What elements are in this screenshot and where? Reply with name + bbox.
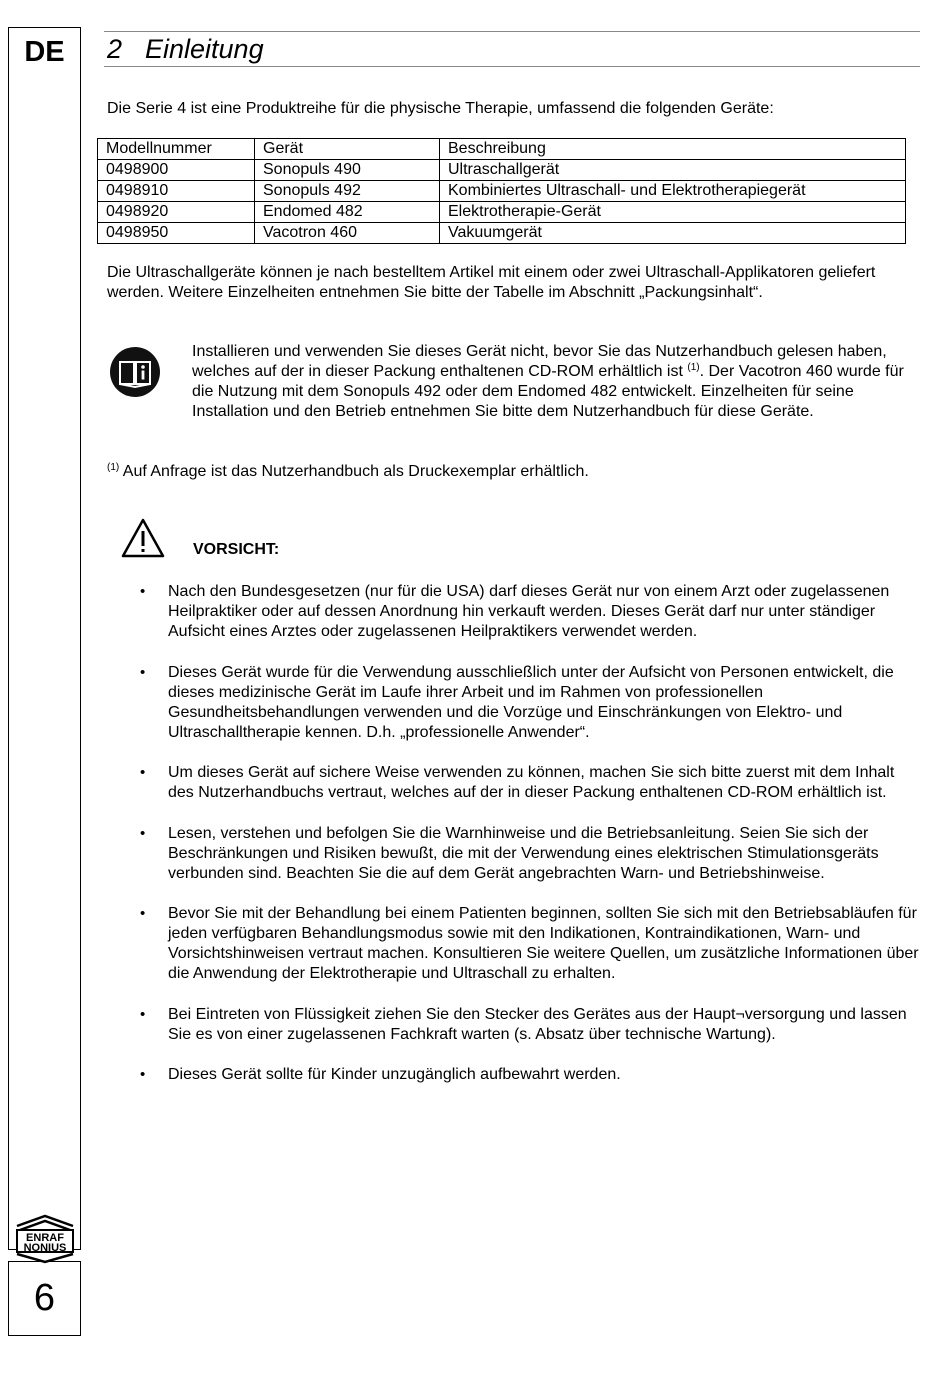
section-number: 2: [107, 34, 123, 64]
list-item: • Um dieses Gerät auf sichere Weise verwenden zu können, machen Sie sich bitte zuerst mit dem Inhalt des Nutzerhandbuchs vertraut, welches auf der in dieser Packung enthaltenen CD-ROM erhältlich ist.: [140, 763, 920, 803]
list-item: • Nach den Bundesgesetzen (nur für die USA) darf dieses Gerät nur von einem Arzt oder zugelassenen Heilpraktiker oder auf dessen Anordnung hin verkauft werden. Dieses Gerät darf nur unter ständiger Aufsicht eines Arztes oder zugelassenen Heilpraktikers verwendet werden.: [140, 582, 920, 642]
table-cell: Vakuumgerät: [440, 223, 906, 244]
list-item: • Bei Eintreten von Flüssigkeit ziehen Sie den Stecker des Gerätes aus der Haupt¬versorgung und lassen Sie es von einer zugelassenen Fachkraft warten (s. Absatz über technische Wartung).: [140, 1005, 920, 1045]
table-cell: 0498900: [98, 160, 255, 181]
table-header: Gerät: [255, 139, 440, 160]
applicator-note: Die Ultraschallgeräte können je nach bestelltem Artikel mit einem oder zwei Ultraschall-Applikatoren geliefert werden. Weitere Einzelheiten entnehmen Sie bitte der Tabelle im Abschnitt „Packungsinhalt“.: [107, 264, 876, 301]
table-cell: 0498950: [98, 223, 255, 244]
sidebar: [8, 27, 81, 1254]
table-cell: Sonopuls 490: [255, 160, 440, 181]
manual-book-icon: [110, 347, 160, 397]
table-cell: Ultraschallgerät: [440, 160, 906, 181]
footnote-text: Auf Anfrage ist das Nutzerhandbuch als Druckexemplar erhältlich.: [119, 463, 589, 480]
section-title: Einleitung: [145, 34, 264, 64]
table-header: Modellnummer: [98, 139, 255, 160]
table-cell: Sonopuls 492: [255, 181, 440, 202]
manual-note-text-1: Installieren und verwenden Sie dieses Gerät nicht, bevor Sie das Nutzerhandbuch gelesen haben, welches auf der in dieser Packung enthaltenen CD-ROM erhältlich ist: [192, 343, 887, 380]
list-item: • Dieses Gerät wurde für die Verwendung ausschließlich unter der Aufsicht von Personen entwickelt, die dieses medizinische Gerät im Laufe ihrer Arbeit und im Rahmen von professionellen Gesundheitsbehandlungen verwenden und die Vorzüge und Einschränkungen von Elektro- und Ultraschalltherapie kennen. D.h. „professionelle Anwender“.: [140, 663, 920, 743]
logo-text-top: ENRAF: [26, 1232, 64, 1244]
table-cell: 0498910: [98, 181, 255, 202]
section-heading: [104, 31, 920, 67]
table-cell: Elektrotherapie-Gerät: [440, 202, 906, 223]
list-item: • Dieses Gerät sollte für Kinder unzugänglich aufbewahrt werden.: [140, 1065, 920, 1085]
table-row: [98, 223, 906, 244]
manual-note-text-2: . Der Vacotron 460 wurde für die Nutzung mit dem Sonopuls 492 oder dem Endomed 482 entwickelt. Einzelheiten für seine Installation und den Betrieb entnehmen Sie bitte dem Nutzerhandbuch für diese Geräte.: [192, 363, 904, 420]
footnote-ref: (1): [687, 362, 700, 373]
manual-note: [192, 342, 917, 422]
page-number: 6: [8, 1261, 81, 1336]
table-cell: Kombiniertes Ultraschall- und Elektrotherapiegerät: [440, 181, 906, 202]
footnote: [107, 462, 589, 482]
footnote-mark: (1): [107, 462, 120, 473]
table-cell: Vacotron 460: [255, 223, 440, 244]
warning-triangle-icon: [120, 517, 166, 559]
list-item: • Lesen, verstehen und befolgen Sie die Warnhinweise und die Betriebsanleitung. Seien Sie sich der Beschränkungen und Risiken bewußt, die mit der Verwendung eines elektrischen Stimulationsgeräts verbunden sind. Beachten Sie die auf dem Gerät angebrachten Warn- und Betriebshinweise.: [140, 824, 920, 884]
intro-text: Die Serie 4 ist eine Produktreihe für die physische Therapie, umfassend die folgenden Geräte:: [107, 100, 774, 117]
table-row: [98, 160, 906, 181]
table-header: Beschreibung: [440, 139, 906, 160]
table-row: [98, 181, 906, 202]
caution-title: VORSICHT:: [193, 541, 280, 558]
table-cell: Endomed 482: [255, 202, 440, 223]
table-cell: 0498920: [98, 202, 255, 223]
table-row: [98, 202, 906, 223]
device-table: [97, 138, 906, 244]
table-header-row: [98, 139, 906, 160]
list-item: • Bevor Sie mit der Behandlung bei einem Patienten beginnen, sollten Sie sich mit den Betriebsabläufen für jeden verfügbaren Behandlungsmodus sowie mit den Indikationen, Kontraindikationen, Warn- und Vorsichtshinweisen vertraut machen. Konsultieren Sie weitere Quellen, um zusätzliche Informationen über die Anwendung der Elektrotherapie und Ultraschall zu erhalten.: [140, 904, 920, 984]
language-label: DE: [24, 36, 65, 68]
enraf-nonius-logo: [11, 1214, 79, 1266]
logo-text-bottom: NONIUS: [23, 1242, 67, 1254]
caution-list: [140, 582, 920, 1106]
